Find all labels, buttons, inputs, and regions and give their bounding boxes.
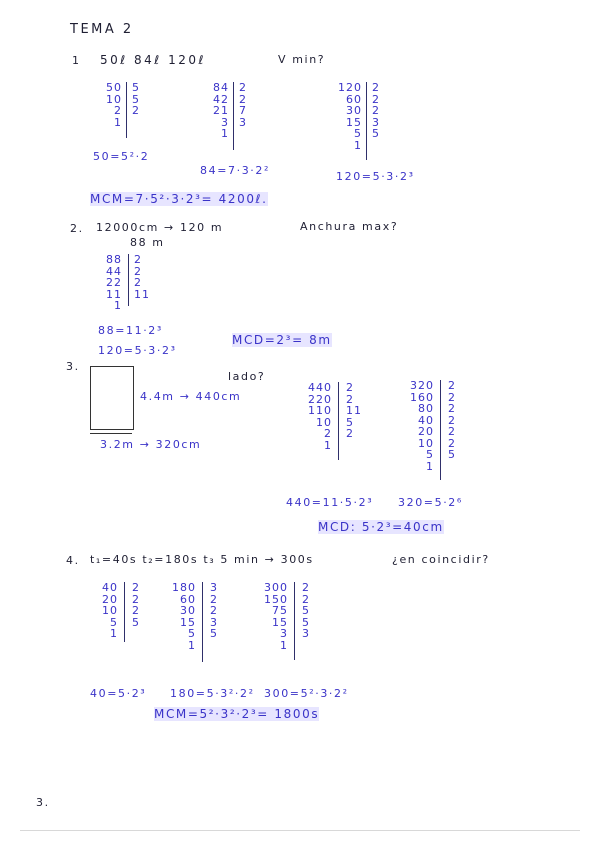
factor-table	[203, 82, 263, 152]
result-text: MCM=5²·3²·2³= 1800s	[154, 707, 320, 721]
divisor-column: 2 2 7 3	[239, 81, 247, 129]
divisor-column: 2 2 2 2 2 2 5	[448, 379, 456, 461]
result-text: MCM=7·5²·3·2³= 4200ℓ.	[90, 192, 268, 206]
divisor-column: 2 2 2 5	[132, 581, 140, 629]
problem-3-question: lado?	[228, 370, 266, 383]
height-label: 4.4m → 440cm	[140, 390, 242, 403]
problem-2-prompt: 12000cm → 120 m	[96, 221, 224, 234]
divider-line	[338, 382, 339, 460]
dividend-column: 50 10 2 1	[106, 81, 122, 129]
factorization-text: 40=5·2³	[90, 687, 147, 700]
factor-table	[330, 82, 400, 162]
factor-table	[168, 582, 228, 662]
dividend-column: 84 42 21 3 1	[213, 81, 229, 140]
result-text: MCD=2³= 8m	[232, 333, 332, 347]
problem-1-prompt: 50ℓ 84ℓ 120ℓ	[100, 53, 206, 67]
factor-table	[400, 380, 470, 480]
factorization-text: 88=11·2³	[98, 324, 163, 337]
result-text: MCD: 5·2³=40cm	[318, 520, 444, 534]
divider-line	[233, 82, 234, 150]
bottom-edge-line	[20, 830, 580, 831]
divider-line	[124, 582, 125, 642]
factor-table	[96, 82, 156, 142]
problem-4-result	[154, 707, 319, 721]
problem-3-result	[318, 520, 444, 534]
divisor-column: 2 2 11 5 2	[346, 381, 362, 440]
problem-2-sub: 88 m	[130, 236, 165, 249]
problem-4-question: ¿en coincidir?	[392, 553, 490, 566]
factorization-text: 180=5·3²·2²	[170, 687, 255, 700]
problem-2-result	[232, 333, 332, 347]
dividend-column: 88 44 22 11 1	[106, 253, 122, 312]
page-number: 3.	[36, 796, 50, 809]
dividend-column: 320 160 80 40 20 10 5 1	[410, 379, 434, 473]
problem-1-result	[90, 192, 268, 206]
divider-line	[128, 254, 129, 306]
factorization-text: 120=5·3·2³	[98, 344, 177, 357]
factor-table	[94, 582, 154, 642]
problem-2-question: Anchura max?	[300, 220, 399, 233]
divisor-column: 3 2 2 3 5	[210, 581, 218, 640]
problem-2-number: 2.	[70, 222, 84, 235]
divisor-column: 2 2 2 11	[134, 253, 150, 301]
factorization-text: 84=7·3·2²	[200, 164, 271, 177]
dividend-column: 120 60 30 15 5 1	[338, 81, 362, 152]
divider-line	[366, 82, 367, 160]
problem-4-prompt: t₁=40s t₂=180s t₃ 5 min → 300s	[90, 553, 314, 566]
height-arrow	[133, 370, 134, 428]
width-label: 3.2m → 320cm	[100, 438, 202, 451]
divider-line	[294, 582, 295, 660]
dividend-column: 440 220 110 10 2 1	[308, 381, 332, 452]
divider-line	[202, 582, 203, 662]
rectangle-diagram	[90, 366, 134, 430]
factor-table	[98, 254, 158, 320]
divisor-column: 2 2 5 5 3	[302, 581, 310, 640]
width-arrow	[90, 433, 132, 434]
divider-line	[126, 82, 127, 138]
dividend-column: 180 60 30 15 5 1	[172, 581, 196, 652]
factorization-text: 50=5²·2	[93, 150, 150, 163]
problem-4-number: 4.	[66, 554, 80, 567]
problem-3-number: 3.	[66, 360, 80, 373]
page-title: TEMA 2	[70, 22, 134, 37]
dividend-column: 40 20 10 5 1	[102, 581, 118, 640]
factor-table	[300, 382, 370, 462]
divisor-column: 5 5 2	[132, 81, 140, 117]
factorization-text: 320=5·2⁶	[398, 496, 463, 509]
factorization-text: 440=11·5·2³	[286, 496, 374, 509]
factor-table	[256, 582, 322, 662]
divider-line	[440, 380, 441, 480]
factorization-text: 300=5²·3·2²	[264, 687, 349, 700]
divisor-column: 2 2 2 3 5	[372, 81, 380, 140]
problem-1-number: 1	[72, 54, 81, 67]
dividend-column: 300 150 75 15 3 1	[264, 581, 288, 652]
factorization-text: 120=5·3·2³	[336, 170, 415, 183]
problem-1-question: V min?	[278, 53, 326, 66]
